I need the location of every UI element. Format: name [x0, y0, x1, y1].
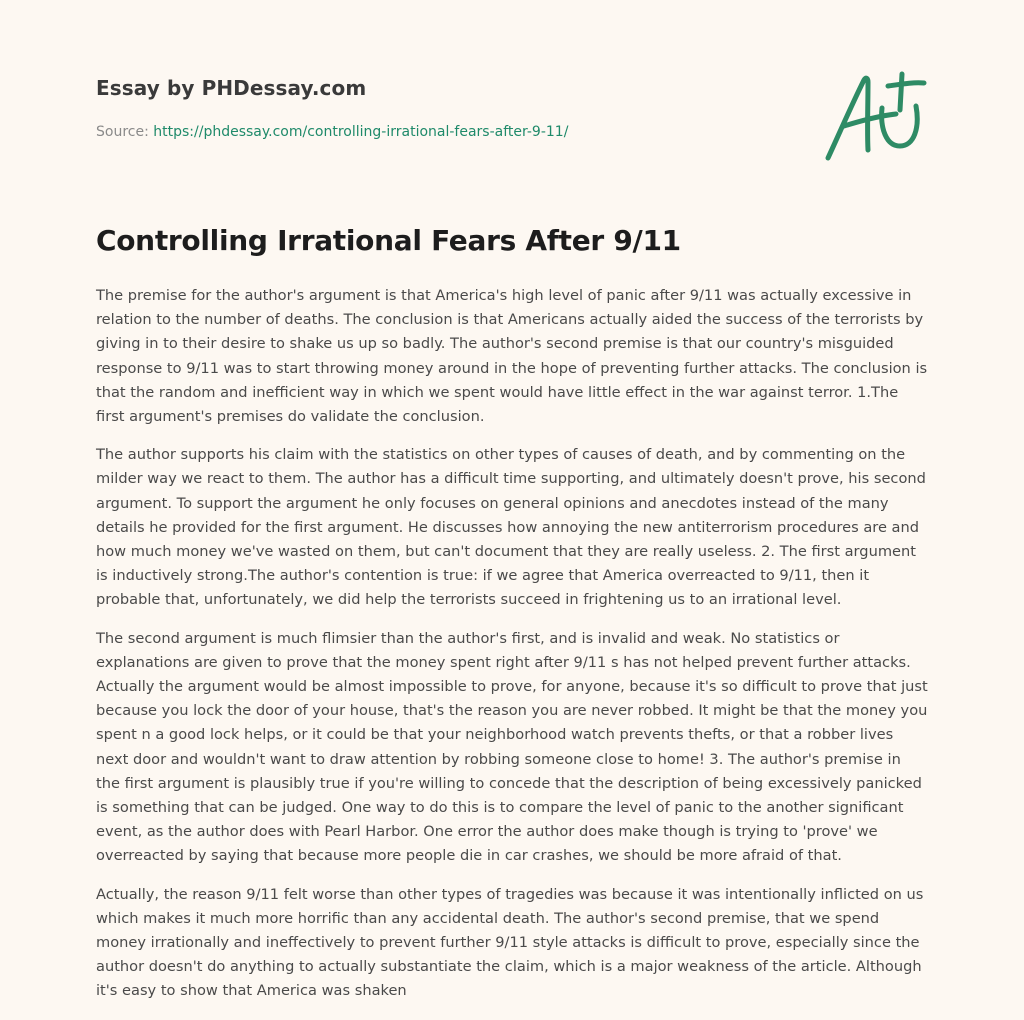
essay-paragraph: The author supports his claim with the statistics on other types of causes of death, and by commenting on the milder way we react to them. The author has a difficult time supporting, and ultimately doesn't prove, his second argument. To support the argument he only focuses on general opinions and anecdotes instead of the many details he provided for the first argument. He discusses how annoying the new antiterrorism procedures are and how much money we've wasted on them, but can't document that they are really useless. 2. The first argument is inductively strong.The author's contention is true: if we agree that America overreacted to 9/11, then it probable that, unfortunately, we did help the terrorists succeed in frightening us to an irrational level. — [96, 446, 926, 609]
source-link[interactable]: https://phdessay.com/controlling-irrational-fears-after-9-11/ — [153, 124, 569, 140]
essay-paragraph: The premise for the author's argument is that America's high level of panic after 9/11 was actually excessive in relation to the number of deaths. The conclusion is that Americans actually aided the success of the terrorists by giving in to their desire to shake us up so badly. The author's second premise is that our country's misguided response to 9/11 was to start throwing money around in the hope of preventing further attacks. The conclusion is that the random and inefficient way in which we spent would have little effect in the war against terror. 1.The first argument's premises do validate the conclusion. — [96, 287, 928, 426]
a-plus-logo-svg — [818, 66, 930, 166]
source-line — [96, 124, 568, 140]
source-label: Source: — [96, 124, 149, 140]
essay-paragraph: Actually, the reason 9/11 felt worse than other types of tragedies was because it was intentionally inflicted on us which makes it much more horrific than any accidental death. The author's second premise, that we spend money irrationally and ineffectively to prevent further 9/11 style attacks is difficult to prove, especially since the author doesn't do anything to actually substantiate the claim, which is a major weakness of the article. Although it's easy to show that America was shaken — [96, 885, 924, 1000]
site-brand: Essay by PHDessay.com — [96, 76, 367, 100]
essay-body — [96, 284, 928, 1018]
essay-paragraph: The second argument is much flimsier than the author's first, and is invalid and weak. No statistics or explanations are given to prove that the money spent right after 9/11 s has not helped prevent further attacks. Actually the argument would be almost impossible to prove, for anyone, because it's so difficult to prove that just because you lock the door of your house, that's the reason you are never robbed. It might be that the money you spent n a good lock helps, or it could be that your neighborhood watch prevents thefts, or that a robber lives next door and wouldn't want to draw attention by robbing someone close to home! 3. The author's premise in the first argument is plausibly true if you're willing to concede that the description of being excessively panicked is something that can be judged. One way to do this is to compare the level of panic to the another significant event, as the author does with Pearl Harbor. One error the author does make though is trying to 'prove' we overreacted by saying that because more people die in car crashes, we should be more afraid of that. — [96, 629, 928, 865]
a-plus-grade-icon — [818, 66, 930, 166]
essay-title: Controlling Irrational Fears After 9/11 — [96, 224, 681, 257]
